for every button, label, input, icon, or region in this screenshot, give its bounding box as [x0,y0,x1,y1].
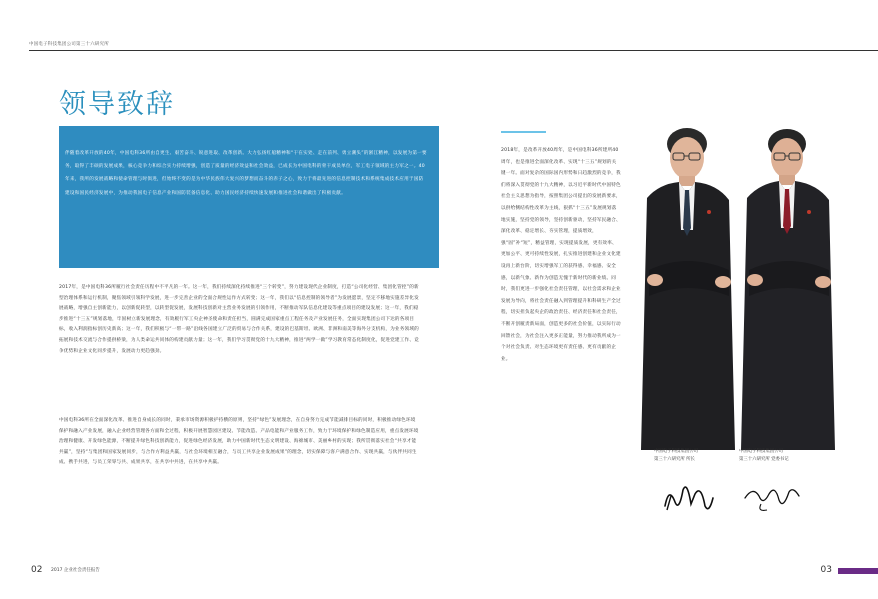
sig1-organization: 中国电子科技集团公司 [654,449,698,454]
right-body-text: 2018年，是改革开放40周年，是中国电科36所建所40周年，也是推进全面深化改革、实现“十三五”规划的关键一年。面对复杂的国际国内形势和日趋激烈的竞争，我们将深入贯彻党的十九大精神，以习近平新时代中国特色社会主义思想为指导，按照集团公司提出的发展新要求，以供给侧结构性改革为主线，狠抓“十三五”发展规划落地实施，坚持党的领导，坚持创新驱动，坚持军民融合、深化改革、稳定增长、夯实管理，提质增效，强“固”补“短”，精益管理，实现提质发展，更有效率、更加公平、更可持续性发展，扎实推进创建和企业文化建设再上新台阶，切实增强军工的获得感、幸福感、安全感，以新气象、新作为创造无愧于新时代的新业绩。同时，我们更进一步强化社会责任管理，以社会需求和企业发展为导向，将社会责任融入到管理提升和科研生产全过程，切实担负起央企的政治责任、经济责任和社会责任，不断开创履责新局面，创造更多的社会价值，以实际行动回馈社会，为社会注入更多正能量，努力推动我所成为一个对社会负责、对生态环境更有责任感、更有贡献的企业。 [501,148,621,362]
footer-left [31,565,100,575]
sig2-organization: 中国电子科技集团公司 [739,449,783,454]
intro-box [59,126,439,268]
right-page [439,0,878,599]
signature-caption-1 [654,448,698,463]
accent-line [501,131,546,133]
intro-text: 伴随着改革开放的40年，中国电科36所由自更生、艰苦奋斗、锐意进取、改革创新。大力弘扬红船精神和“干在实处、走在前列、勇立潮头”的浙江精神，以发展为第一要务，取得了丰硕的发展成果，核心竞争力和综合实力持续增强，创造了质量的经济效益和社会效益，已成长为中国电科的骨干成员单位，军工电子领域的主力军之一。40年来，我所的发展战略和使命管理与时俱进，但始终不变的是为中华民族伟大复兴的梦想而奋斗的赤子之心，致力于将最先进的信息控制技术和系统集成技术应用于国防建设和国民经济发展中，为推动我国电子信息产业和国防装备信息化、助力国民经济持续快速发展和推进社会和谐做出了积极贡献。 [65,151,427,196]
footer-accent-bar [838,568,878,574]
leader-1-figure [641,128,735,450]
handwritten-signature-2 [739,476,803,518]
page-number-left: 02 [31,565,43,575]
report-name: 2017 企业社会责任报告 [51,568,100,573]
handwritten-signature-1 [657,476,717,518]
signature-caption-2 [739,448,789,463]
header-rule [29,50,439,51]
leader-2-figure [741,129,835,450]
body-paragraph-2: 中国电科36所在全面深化改革、推进自身成长的同时，秉承市场资源积极护持横的原则，坚持“绿色”发展理念，在自身努力完成节能减排目标的同时，积极推动绿色环境保护和融入产业发展，融入企业经营管理各方面和全过程，积极开展智慧园区建设、节能改造、产品电能和产业服务工作，致力于环境保护和绿色制造应用，重点发展环境治理和健康、开发绿色能源，不断提升绿色科技创新能力，促进绿色经济发展，助力中国新时代生态文明建设、海绵城市、美丽乡村的实现；我所贯彻落实社会“共享才能共赢”，坚持“与集团和国家发展同步，与合作方利益共赢，与社会环境相互融合，与员工共享企业发展成果”的理念，切实保障与客户满意合作、实现共赢，与伙伴共同生成、携手共进，与员工荣辱与共、成果共享，在共享中共进，在共享中共赢。 [59,418,419,466]
sig1-title: 第三十六研究所 所长 [654,456,695,462]
sig2-title: 第三十六研究所 党委书记 [739,456,789,462]
header-rule-right [439,50,878,51]
page-title: 领导致辞 [59,89,175,120]
running-header: 中国电子科技集团公司第三十六研究所 [29,42,109,47]
body-paragraph-1: 2017年，是中国电科36所履行社会责任历程中不平凡的一年。这一年，我们持续深化持续推进“三个转变”，努力建设现代企业制度，打造“公司化经营、集团化管控”的新型治理体系和运行机制，聚焦领域引领科学发展，进一步完善企业的全面合规性运作方式转变；这一年，我们以“信息控制的领导者”为发展愿景，坚定不移地实施差异化发展战略，增强自主创新能力，以创新促转型，以转型促发展，发展科技创新对主营业务发展的引领作用，不断推动军队信息化建设等重点项目的建设发展；这一年，我们稳步推进“十三五”规划落地，牢固树立新发展理念，有效履行军工央企神圣使命和责任担当，圆满完成国家重点工程任务及产业发展任务，全面实现集团公司下达的各项目标，收入利润指标创历史新高；这一年，我们积极与“一带一路”沿线各国建立广泛的贸易与合作关系，建设的巴基斯坦、欧洲、非洲和南美等海外分支机构，为业务领域的拓展和技术交流与合作提供桥梁，为人类命运共同体的构建贡献力量；这一年，我们学习贯彻党的十九大精神，推进“两学一做”学习教育常态化制度化，促进党建工作、竞争优势和企业文化同步提升，发展动力更趋强劲。 [59,285,419,354]
leaders-photo [629,120,839,450]
page-number-right: 03 [820,565,832,575]
